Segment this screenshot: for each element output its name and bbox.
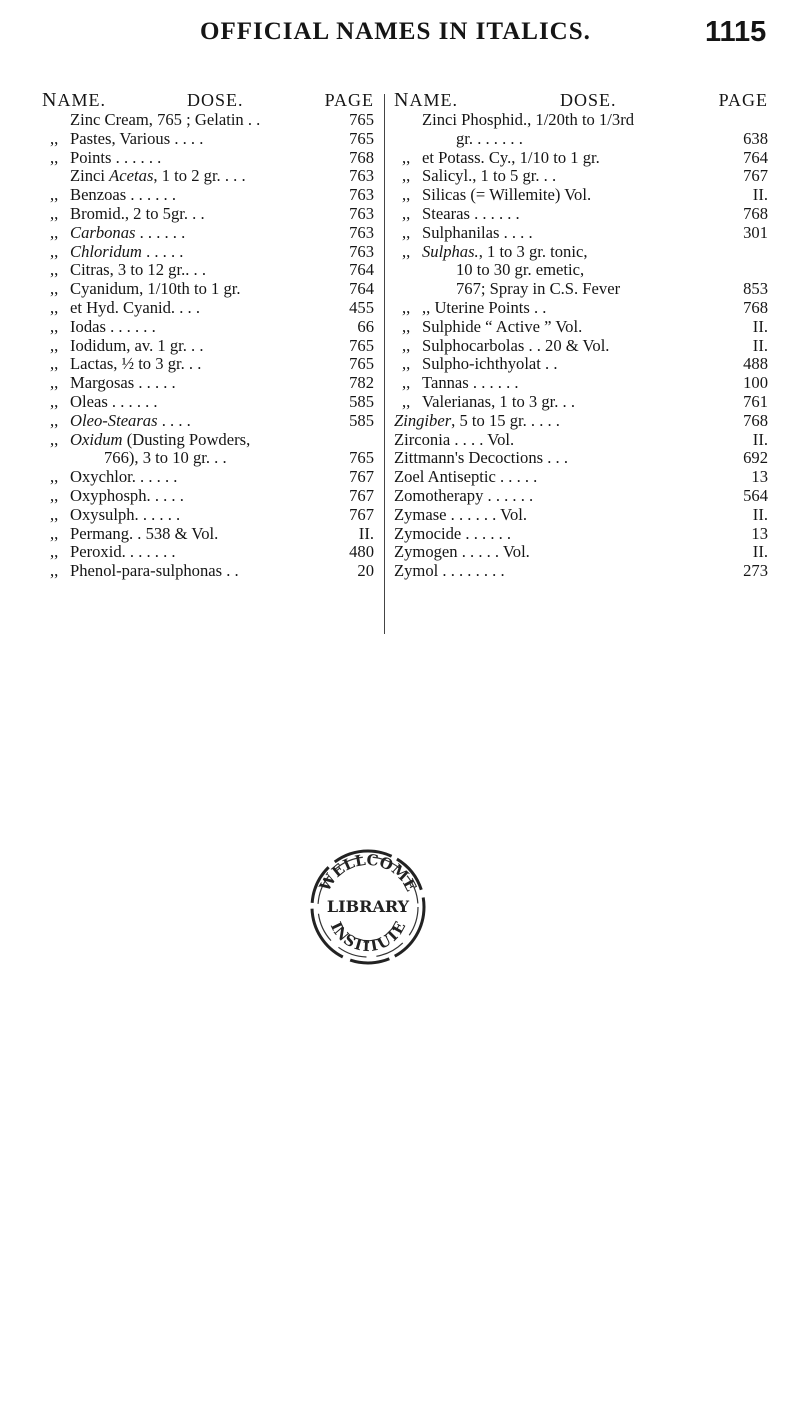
entry-text: Zinc Cream, 765 ; Gelatin . . (70, 111, 261, 129)
stamp-top-text: WELLCOME (315, 850, 421, 895)
heading-name: NAME. (42, 89, 106, 111)
index-entry (394, 337, 768, 356)
ditto-mark: ,, (50, 279, 59, 299)
entry-page: 765 (349, 110, 374, 129)
stamp-bottom-text: INSTITUTE (326, 918, 410, 956)
entry-page: 763 (349, 241, 374, 261)
index-entry (394, 299, 768, 318)
entry-text: Carbonas . . . . . . (70, 223, 186, 242)
entry-page: II. (752, 429, 768, 449)
index-entry (394, 468, 768, 487)
ditto-mark: ,, (50, 297, 59, 317)
entry-text: Chloridum . . . . . (70, 242, 184, 261)
entry-page: II. (752, 185, 768, 205)
entry-text: Zinci Phosphid., 1/20th to 1/3rd (422, 111, 635, 129)
entry-text: Tannas . . . . . . (422, 374, 519, 393)
index-entry (394, 186, 768, 205)
entry-page: 768 (743, 297, 768, 317)
entry-text: Zingiber, 5 to 15 gr. . . . . (394, 411, 560, 430)
left-entry-list (42, 111, 374, 581)
entry-text: Zinci Acetas, 1 to 2 gr. . . . (70, 167, 246, 186)
index-entry (42, 318, 374, 337)
ditto-mark: ,, (50, 147, 59, 167)
entry-page: II. (752, 335, 768, 355)
index-entry (42, 280, 374, 299)
entry-page: 765 (349, 128, 374, 148)
library-stamp (306, 845, 430, 969)
ditto-mark: ,, (50, 429, 59, 449)
index-entry (42, 506, 374, 525)
entry-page: 66 (357, 316, 374, 336)
entry-page: 765 (349, 335, 374, 355)
ditto-mark: ,, (402, 373, 411, 393)
index-entry (394, 318, 768, 337)
index-entry (394, 130, 768, 149)
index-entry (394, 543, 768, 562)
entry-page: II. (358, 523, 374, 543)
entry-page: 853 (743, 279, 768, 299)
index-entry (394, 525, 768, 544)
ditto-mark: ,, (50, 241, 59, 261)
index-entry (394, 449, 768, 468)
entry-text: Zittmann's Decoctions . . . (394, 449, 568, 468)
index-entry (42, 167, 374, 186)
ditto-mark: ,, (50, 335, 59, 355)
entry-page: 765 (349, 354, 374, 374)
index-entry (42, 130, 374, 149)
ditto-mark: ,, (402, 316, 411, 336)
entry-text: Valerianas, 1 to 3 gr. . . (422, 392, 575, 411)
ditto-mark: ,, (50, 467, 59, 487)
ditto-mark: ,, (50, 185, 59, 205)
entry-text: Zymocide . . . . . . (394, 524, 512, 543)
heading-dose: DOSE. (560, 90, 617, 110)
entry-text: Points . . . . . . (70, 148, 162, 167)
index-entry (42, 431, 374, 450)
entry-text: Zirconia . . . . Vol. (394, 430, 515, 449)
ditto-mark: ,, (50, 316, 59, 336)
entry-text: Sulphide “ Active ” Vol. (422, 317, 583, 336)
entry-page: 692 (743, 448, 768, 468)
entry-text: Benzoas . . . . . . (70, 186, 176, 205)
entry-page: 764 (743, 147, 768, 167)
entry-text: 10 to 30 gr. emetic, (456, 261, 585, 280)
index-entry (394, 149, 768, 168)
ditto-mark: ,, (402, 297, 411, 317)
entry-page: 13 (751, 523, 768, 543)
entry-page: 763 (349, 166, 374, 186)
entry-page: II. (752, 542, 768, 562)
index-entry (42, 149, 374, 168)
entry-text: Sulphanilas . . . . (422, 223, 533, 242)
entry-text: Pastes, Various . . . . (70, 129, 204, 148)
index-entry (394, 393, 768, 412)
entry-text: Sulphas., 1 to 3 gr. tonic, (422, 242, 588, 261)
entry-page: II. (752, 316, 768, 336)
left-column (42, 89, 374, 581)
heading-dose: DOSE. (187, 90, 244, 110)
index-entry (394, 167, 768, 186)
entry-text: Peroxid. . . . . . . (70, 543, 176, 562)
ditto-mark: ,, (402, 203, 411, 223)
index-entry (394, 261, 768, 280)
ditto-mark: ,, (50, 354, 59, 374)
ditto-mark: ,, (402, 354, 411, 374)
entry-page: 767 (349, 504, 374, 524)
entry-text: Iodas . . . . . . (70, 317, 156, 336)
ditto-mark: ,, (50, 410, 59, 430)
entry-text: Margosas . . . . . (70, 374, 176, 393)
entry-page: 564 (743, 485, 768, 505)
entry-text: Oleas . . . . . . (70, 392, 158, 411)
entry-page: 273 (743, 561, 768, 581)
entry-text: Lactas, ½ to 3 gr. . . (70, 355, 202, 374)
entry-page: 488 (743, 354, 768, 374)
index-entry (42, 562, 374, 581)
index-entry (394, 562, 768, 581)
entry-text: Stearas . . . . . . (422, 204, 520, 223)
index-entry (42, 111, 374, 130)
entry-text: Citras, 3 to 12 gr.. . . (70, 261, 206, 280)
index-entry (394, 205, 768, 224)
index-entry (394, 355, 768, 374)
heading-page: PAGE (324, 90, 374, 110)
right-column-headings (394, 89, 768, 111)
ditto-mark: ,, (50, 373, 59, 393)
entry-text: Cyanidum, 1/10th to 1 gr. (70, 280, 241, 299)
ditto-mark: ,, (50, 523, 59, 543)
right-entry-list (394, 111, 768, 581)
entry-text: Salicyl., 1 to 5 gr. . . (422, 167, 557, 186)
entry-page: II. (752, 504, 768, 524)
index-entry (394, 224, 768, 243)
entry-text: Bromid., 2 to 5gr. . . (70, 204, 205, 223)
index-entry (394, 487, 768, 506)
entry-text: Zymol . . . . . . . . (394, 562, 505, 581)
entry-page: 768 (349, 147, 374, 167)
entry-page: 767 (349, 485, 374, 505)
index-entry (394, 506, 768, 525)
entry-page: 767 (743, 166, 768, 186)
heading-name: NAME. (394, 89, 458, 111)
stamp-middle-text: LIBRARY (326, 897, 410, 916)
ditto-mark: ,, (402, 222, 411, 242)
entry-text: Silicas (= Willemite) Vol. (422, 186, 592, 205)
entry-text: 767; Spray in C.S. Fever (456, 280, 621, 299)
index-entry (42, 261, 374, 280)
ditto-mark: ,, (50, 222, 59, 242)
entry-page: 585 (349, 410, 374, 430)
right-column (394, 89, 768, 581)
entry-text: et Potass. Cy., 1/10 to 1 gr. (422, 148, 600, 167)
ditto-mark: ,, (50, 260, 59, 280)
entry-text: Phenol-para-sulphonas . . (70, 562, 239, 581)
index-entry (42, 337, 374, 356)
entry-page: 761 (743, 391, 768, 411)
entry-text: Permang. . 538 & Vol. (70, 524, 219, 543)
entry-text: Zymase . . . . . . Vol. (394, 505, 528, 524)
entry-page: 763 (349, 222, 374, 242)
ditto-mark: ,, (402, 391, 411, 411)
entry-text: Zomotherapy . . . . . . (394, 486, 534, 505)
index-entry (42, 543, 374, 562)
index-entry (42, 468, 374, 487)
index-entry (394, 111, 768, 130)
index-entry (394, 412, 768, 431)
index-entry (42, 224, 374, 243)
entry-page: 765 (349, 448, 374, 468)
entry-text: Iodidum, av. 1 gr. . . (70, 336, 204, 355)
left-column-headings (42, 89, 374, 111)
index-entry (42, 449, 374, 468)
ditto-mark: ,, (50, 542, 59, 562)
index-entry (394, 374, 768, 393)
heading-page: PAGE (718, 90, 768, 110)
entry-text: Oxychlor. . . . . . (70, 468, 178, 487)
entry-text: Oxyphosph. . . . . (70, 486, 184, 505)
entry-text: Zoel Antiseptic . . . . . (394, 468, 538, 487)
entry-page: 100 (743, 373, 768, 393)
index-entry (42, 487, 374, 506)
entry-text: Zymogen . . . . . Vol. (394, 543, 530, 562)
index-entry (42, 412, 374, 431)
ditto-mark: ,, (50, 485, 59, 505)
column-divider (384, 94, 385, 634)
page-number: 1115 (705, 16, 767, 48)
ditto-mark: ,, (50, 203, 59, 223)
index-entry (42, 525, 374, 544)
entry-text: Oxidum (Dusting Powders, (70, 430, 251, 449)
entry-page: 455 (349, 297, 374, 317)
entry-text: ,, Uterine Points . . (422, 298, 547, 317)
index-entry (394, 243, 768, 262)
running-head: OFFICIAL NAMES IN ITALICS. (200, 18, 591, 45)
entry-page: 20 (357, 561, 374, 581)
entry-page: 480 (349, 542, 374, 562)
index-entry (42, 374, 374, 393)
index-entry (42, 243, 374, 262)
entry-page: 768 (743, 410, 768, 430)
entry-page: 301 (743, 222, 768, 242)
entry-page: 782 (349, 373, 374, 393)
index-entry (42, 393, 374, 412)
index-entry (42, 355, 374, 374)
entry-page: 13 (751, 467, 768, 487)
ditto-mark: ,, (402, 185, 411, 205)
entry-page: 764 (349, 279, 374, 299)
index-entry (42, 205, 374, 224)
index-entry (394, 431, 768, 450)
ditto-mark: ,, (50, 504, 59, 524)
index-entry (394, 280, 768, 299)
ditto-mark: ,, (50, 128, 59, 148)
index-entry (42, 299, 374, 318)
entry-text: 766), 3 to 10 gr. . . (104, 449, 227, 468)
ditto-mark: ,, (50, 391, 59, 411)
ditto-mark: ,, (402, 241, 411, 261)
index-entry (42, 186, 374, 205)
entry-text: Oxysulph. . . . . . (70, 505, 181, 524)
ditto-mark: ,, (402, 166, 411, 186)
ditto-mark: ,, (50, 561, 59, 581)
entry-page: 767 (349, 467, 374, 487)
entry-page: 768 (743, 203, 768, 223)
entry-page: 763 (349, 185, 374, 205)
ditto-mark: ,, (402, 335, 411, 355)
entry-page: 764 (349, 260, 374, 280)
entry-text: et Hyd. Cyanid. . . . (70, 298, 200, 317)
entry-page: 638 (743, 128, 768, 148)
entry-text: gr. . . . . . . (456, 129, 523, 148)
entry-text: Sulpho-ichthyolat . . (422, 355, 558, 374)
entry-text: Sulphocarbolas . . 20 & Vol. (422, 336, 610, 355)
entry-page: 763 (349, 203, 374, 223)
entry-page: 585 (349, 391, 374, 411)
ditto-mark: ,, (402, 147, 411, 167)
entry-text: Oleo-Stearas . . . . (70, 411, 191, 430)
